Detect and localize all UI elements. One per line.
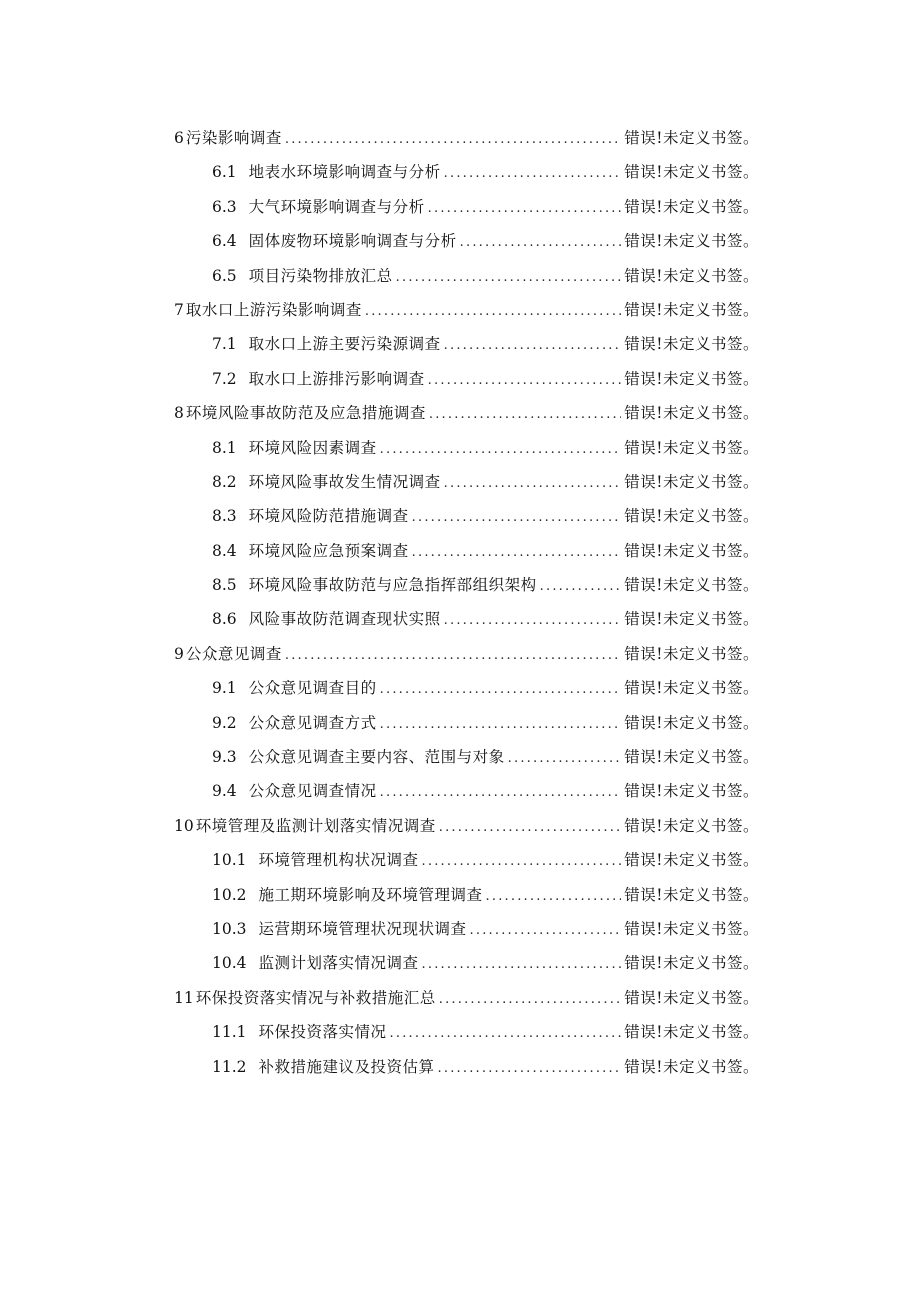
toc-entry-number: 8.6 xyxy=(212,610,237,629)
toc-entry[interactable] xyxy=(174,293,759,327)
toc-entry-page-ref: 错误!未定义书签。 xyxy=(624,610,759,629)
toc-entry-page-ref: 错误!未定义书签。 xyxy=(624,232,759,251)
toc-dot-leader xyxy=(429,398,621,432)
toc-entry[interactable] xyxy=(174,602,759,636)
toc-entry-number: 6.5 xyxy=(212,266,237,285)
toc-entry-page-ref: 错误!未定义书签。 xyxy=(624,404,759,423)
toc-entry-number: 9 xyxy=(174,644,184,663)
toc-entry-title: 公众意见调查目的 xyxy=(248,679,377,698)
toc-dot-leader xyxy=(508,742,622,776)
toc-dot-leader xyxy=(365,295,621,329)
toc-dot-leader xyxy=(412,501,622,535)
toc-entry-number: 8.2 xyxy=(212,472,237,491)
toc-entry-number: 9.4 xyxy=(212,782,237,801)
toc-entry-page-ref: 错误!未定义书签。 xyxy=(624,163,759,182)
toc-entry-title: 固体废物环境影响调查与分析 xyxy=(248,232,457,251)
toc-entry[interactable] xyxy=(174,259,759,293)
toc-entry-page-ref: 错误!未定义书签。 xyxy=(624,713,759,732)
toc-entry-number: 11 xyxy=(174,988,194,1007)
toc-entry-page-ref: 错误!未定义书签。 xyxy=(624,851,759,870)
toc-entry[interactable] xyxy=(174,740,759,774)
toc-dot-leader xyxy=(412,536,622,570)
toc-dot-leader xyxy=(444,467,622,501)
toc-dot-leader xyxy=(486,880,622,914)
toc-entry[interactable] xyxy=(174,155,759,189)
toc-entry[interactable] xyxy=(174,190,759,224)
table-of-contents xyxy=(174,121,759,1084)
toc-entry-title: 公众意见调查情况 xyxy=(248,782,377,801)
toc-dot-leader xyxy=(422,845,622,879)
toc-dot-leader xyxy=(428,192,622,226)
toc-entry-number: 8.1 xyxy=(212,438,237,457)
toc-entry-title: 风险事故防范调查现状实照 xyxy=(248,610,441,629)
toc-entry-number: 6 xyxy=(174,129,184,147)
toc-entry-title: 地表水环境影响调查与分析 xyxy=(248,163,441,182)
toc-entry-page-ref: 错误!未定义书签。 xyxy=(624,369,759,388)
toc-entry-title: 项目污染物排放汇总 xyxy=(248,266,393,285)
toc-dot-leader xyxy=(428,364,622,398)
toc-entry-number: 9.3 xyxy=(212,748,237,767)
toc-entry-page-ref: 错误!未定义书签。 xyxy=(624,816,759,835)
toc-dot-leader xyxy=(285,123,621,157)
toc-entry-title: 大气环境影响调查与分析 xyxy=(248,197,425,216)
toc-entry[interactable] xyxy=(174,121,759,155)
toc-entry-number: 7.1 xyxy=(212,335,237,354)
toc-entry-number: 6.4 xyxy=(212,232,237,251)
toc-entry-title: 公众意见调查主要内容、范围与对象 xyxy=(248,748,505,767)
toc-entry-page-ref: 错误!未定义书签。 xyxy=(624,438,759,457)
toc-dot-leader xyxy=(390,1017,622,1051)
toc-entry[interactable] xyxy=(174,224,759,258)
toc-entry-title: 环境管理机构状况调查 xyxy=(258,851,419,870)
toc-dot-leader xyxy=(444,604,622,638)
toc-entry-number: 8 xyxy=(174,404,184,423)
toc-entry-page-ref: 错误!未定义书签。 xyxy=(624,919,759,938)
toc-entry-number: 10.4 xyxy=(212,954,247,973)
toc-entry-page-ref: 错误!未定义书签。 xyxy=(624,335,759,354)
toc-entry-title: 环保投资落实情况 xyxy=(258,1023,387,1042)
toc-entry-page-ref: 错误!未定义书签。 xyxy=(624,679,759,698)
toc-dot-leader xyxy=(540,570,622,604)
toc-entry[interactable] xyxy=(174,706,759,740)
toc-entry-page-ref: 错误!未定义书签。 xyxy=(624,541,759,560)
toc-entry-number: 7 xyxy=(174,300,184,319)
toc-entry[interactable] xyxy=(174,946,759,980)
toc-entry[interactable] xyxy=(174,912,759,946)
toc-dot-leader xyxy=(380,673,622,707)
toc-entry-title: 环境风险事故防范与应急指挥部组织架构 xyxy=(248,576,537,595)
toc-entry-number: 9.1 xyxy=(212,679,237,698)
toc-dot-leader xyxy=(396,261,622,295)
toc-entry-number: 6.1 xyxy=(212,163,237,182)
toc-dot-leader xyxy=(380,433,622,467)
toc-dot-leader xyxy=(422,948,622,982)
toc-dot-leader xyxy=(439,983,622,1017)
toc-entry-page-ref: 错误!未定义书签。 xyxy=(624,266,759,285)
toc-entry-title: 公众意见调查 xyxy=(185,644,282,663)
toc-entry[interactable] xyxy=(174,843,759,877)
toc-entry[interactable] xyxy=(174,431,759,465)
toc-entry[interactable] xyxy=(174,362,759,396)
toc-entry[interactable] xyxy=(174,568,759,602)
toc-entry[interactable] xyxy=(174,809,759,843)
toc-entry[interactable] xyxy=(174,396,759,430)
toc-entry[interactable] xyxy=(174,534,759,568)
toc-dot-leader xyxy=(470,914,622,948)
toc-entry-title: 环境风险应急预案调查 xyxy=(248,541,409,560)
toc-entry-page-ref: 错误!未定义书签。 xyxy=(624,954,759,973)
toc-entry[interactable] xyxy=(174,327,759,361)
toc-entry-title: 取水口上游排污影响调查 xyxy=(248,369,425,388)
toc-entry[interactable] xyxy=(174,878,759,912)
toc-entry-title: 取水口上游污染影响调查 xyxy=(185,300,362,319)
toc-dot-leader xyxy=(444,157,622,191)
toc-entry-page-ref: 错误!未定义书签。 xyxy=(624,472,759,491)
toc-entry-title: 取水口上游主要污染源调查 xyxy=(248,335,441,354)
toc-entry[interactable] xyxy=(174,671,759,705)
toc-entry-number: 10.3 xyxy=(212,919,247,938)
toc-dot-leader xyxy=(444,329,622,363)
toc-entry[interactable] xyxy=(174,1050,759,1084)
toc-entry-page-ref: 错误!未定义书签。 xyxy=(624,197,759,216)
toc-entry-page-ref: 错误!未定义书签。 xyxy=(624,748,759,767)
toc-entry-number: 10.2 xyxy=(212,885,247,904)
toc-entry-title: 污染影响调查 xyxy=(185,129,282,147)
toc-dot-leader xyxy=(380,708,622,742)
toc-entry-page-ref: 错误!未定义书签。 xyxy=(624,644,759,663)
toc-entry-number: 10.1 xyxy=(212,851,247,870)
toc-entry-title: 环境风险防范措施调查 xyxy=(248,507,409,526)
toc-entry-number: 6.3 xyxy=(212,197,237,216)
toc-entry-title: 施工期环境影响及环境管理调查 xyxy=(258,885,483,904)
toc-dot-leader xyxy=(439,811,622,845)
toc-entry[interactable] xyxy=(174,499,759,533)
toc-entry-title: 补救措施建议及投资估算 xyxy=(258,1057,435,1076)
toc-entry-title: 运营期环境管理状况现状调查 xyxy=(258,919,467,938)
toc-entry-page-ref: 错误!未定义书签。 xyxy=(624,576,759,595)
toc-dot-leader xyxy=(460,226,622,260)
toc-entry-page-ref: 错误!未定义书签。 xyxy=(624,885,759,904)
toc-entry-number: 8.3 xyxy=(212,507,237,526)
toc-entry[interactable] xyxy=(174,465,759,499)
toc-dot-leader xyxy=(438,1052,622,1086)
toc-entry-page-ref: 错误!未定义书签。 xyxy=(624,300,759,319)
toc-entry-number: 8.4 xyxy=(212,541,237,560)
toc-entry-title: 环保投资落实情况与补救措施汇总 xyxy=(195,988,436,1007)
toc-entry[interactable] xyxy=(174,1015,759,1049)
toc-entry[interactable] xyxy=(174,981,759,1015)
toc-entry-number: 10 xyxy=(174,816,194,835)
toc-dot-leader xyxy=(380,776,622,810)
toc-entry-title: 公众意见调查方式 xyxy=(248,713,377,732)
toc-dot-leader xyxy=(285,639,621,673)
toc-entry-page-ref: 错误!未定义书签。 xyxy=(624,988,759,1007)
toc-entry-page-ref: 错误!未定义书签。 xyxy=(624,782,759,801)
toc-entry-number: 11.2 xyxy=(212,1057,247,1076)
toc-entry-number: 9.2 xyxy=(212,713,237,732)
toc-entry-title: 环境风险事故发生情况调查 xyxy=(248,472,441,491)
toc-entry-page-ref: 错误!未定义书签。 xyxy=(624,1023,759,1042)
toc-entry-number: 8.5 xyxy=(212,576,237,595)
toc-entry[interactable] xyxy=(174,637,759,671)
toc-entry[interactable] xyxy=(174,774,759,808)
toc-entry-title: 监测计划落实情况调查 xyxy=(258,954,419,973)
toc-entry-title: 环境风险事故防范及应急措施调查 xyxy=(185,404,426,423)
toc-entry-number: 11.1 xyxy=(212,1023,247,1042)
toc-entry-title: 环境管理及监测计划落实情况调查 xyxy=(195,816,436,835)
toc-entry-page-ref: 错误!未定义书签。 xyxy=(624,507,759,526)
toc-entry-number: 7.2 xyxy=(212,369,237,388)
toc-entry-title: 环境风险因素调查 xyxy=(248,438,377,457)
toc-entry-page-ref: 错误!未定义书签。 xyxy=(624,129,759,147)
toc-entry-page-ref: 错误!未定义书签。 xyxy=(624,1057,759,1076)
